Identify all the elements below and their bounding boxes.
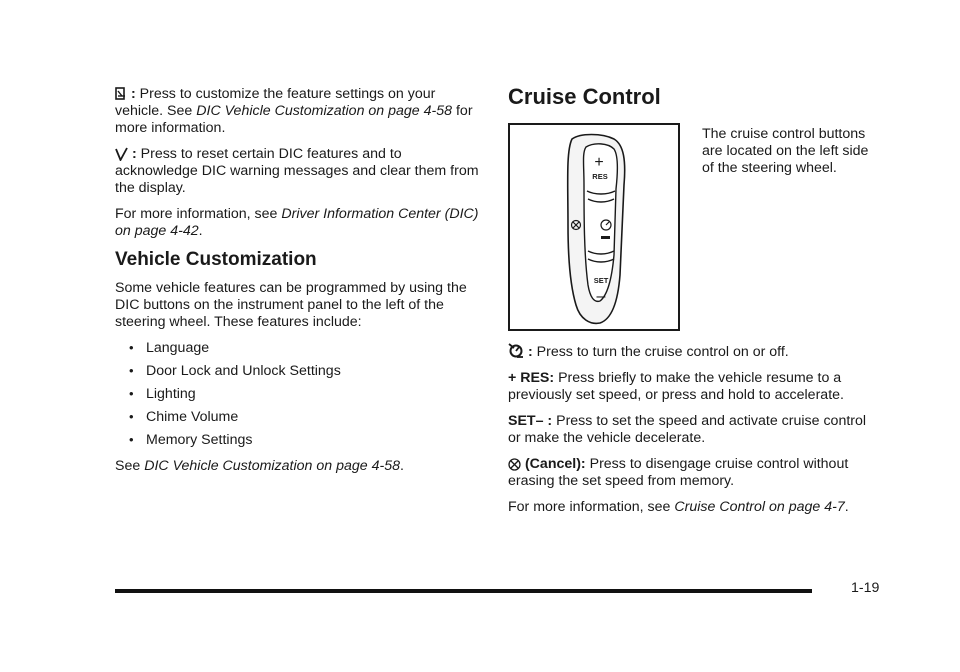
res-text: Press briefly to make the vehicle resume to a previously set speed, or press and hold to accelerate. — [508, 370, 844, 403]
res-paragraph — [508, 370, 880, 404]
onoff-indicator — [601, 236, 610, 239]
dic-customize-paragraph — [115, 86, 485, 137]
feature-list — [115, 340, 485, 449]
cancel-text: Press to disengage cruise control without erasing the set speed from memory. — [508, 456, 849, 489]
figure-row — [508, 123, 880, 331]
dic-customize-label: : — [130, 86, 136, 102]
vehicle-customization-heading: Vehicle Customization — [115, 249, 317, 270]
bullet: • — [129, 340, 134, 355]
cruise-control-figure — [508, 123, 680, 331]
onoff-label: : — [527, 344, 533, 360]
see-also-paragraph — [115, 458, 485, 475]
cruise-more-info-paragraph — [508, 499, 880, 516]
cancel-paragraph — [508, 456, 880, 490]
list-item: • Lighting — [129, 386, 196, 402]
cruise-more-info-text: For more information, see — [508, 499, 671, 515]
dic-customize-link[interactable]: DIC Vehicle Customization on page 4-58 — [196, 103, 453, 119]
cruise-more-info-link[interactable]: Cruise Control on page 4-7 — [674, 499, 845, 515]
list-item: • Door Lock and Unlock Settings — [129, 363, 341, 379]
see-also-tail: . — [399, 458, 404, 474]
dic-more-info-tail: . — [198, 223, 203, 239]
steering-wheel-controls-illustration — [510, 125, 678, 329]
set-text: Press to set the speed and activate cruise control or make the vehicle decelerate. — [508, 413, 867, 446]
page-number: 1-19 — [851, 580, 880, 596]
set-label: SET — [593, 276, 609, 285]
list-item: • Memory Settings — [129, 432, 253, 448]
res-label: RES — [592, 172, 608, 181]
see-also-text: See — [115, 458, 141, 474]
bullet: • — [129, 432, 134, 447]
bullet: • — [129, 363, 134, 378]
vehicle-customization-intro: Some vehicle features can be programmed by using the DIC buttons on the instrument panel to the left of the steering wheel. These features include: — [115, 280, 467, 330]
dic-check-label: : — [131, 146, 137, 162]
cruise-control-heading: Cruise Control — [508, 84, 661, 109]
dic-customize-tail: for more information. — [115, 103, 473, 136]
list-item: • Language — [129, 340, 210, 356]
list-item: • Chime Volume — [129, 409, 239, 425]
cancel-term: (Cancel): — [524, 456, 586, 472]
cancel-icon — [508, 458, 521, 471]
onoff-paragraph — [508, 343, 880, 361]
dic-more-info-link[interactable]: Driver Information Center (DIC) on page 4-42 — [115, 206, 479, 239]
figure-caption: The cruise control buttons are located on the left side of the steering wheel. — [702, 126, 869, 176]
plus-label: + — [594, 154, 604, 171]
minus-label: – — [596, 288, 606, 305]
dic-more-info-paragraph — [115, 206, 485, 240]
cruise-more-info-tail: . — [844, 499, 849, 515]
set-term: SET– : — [508, 413, 553, 429]
right-column — [508, 84, 880, 525]
footer-rule — [115, 589, 812, 593]
see-also-link[interactable]: DIC Vehicle Customization on page 4-58 — [144, 458, 400, 474]
onoff-text: Press to turn the cruise control on or off. — [536, 344, 789, 360]
checkmark-icon — [115, 147, 128, 161]
dic-check-paragraph — [115, 146, 485, 197]
res-term: + RES: — [508, 370, 555, 386]
set-paragraph — [508, 413, 880, 447]
dic-more-info-text: For more information, see — [115, 206, 278, 222]
dic-check-text: Press to reset certain DIC features and to acknowledge DIC warning messages and clear them from the display. — [115, 146, 479, 196]
cruise-onoff-icon — [508, 343, 524, 359]
bullet: • — [129, 409, 134, 424]
customize-icon — [115, 87, 127, 101]
bullet: • — [129, 386, 134, 401]
left-column — [115, 86, 485, 484]
dic-customize-text: Press to customize the feature settings on your vehicle. See — [115, 86, 436, 119]
